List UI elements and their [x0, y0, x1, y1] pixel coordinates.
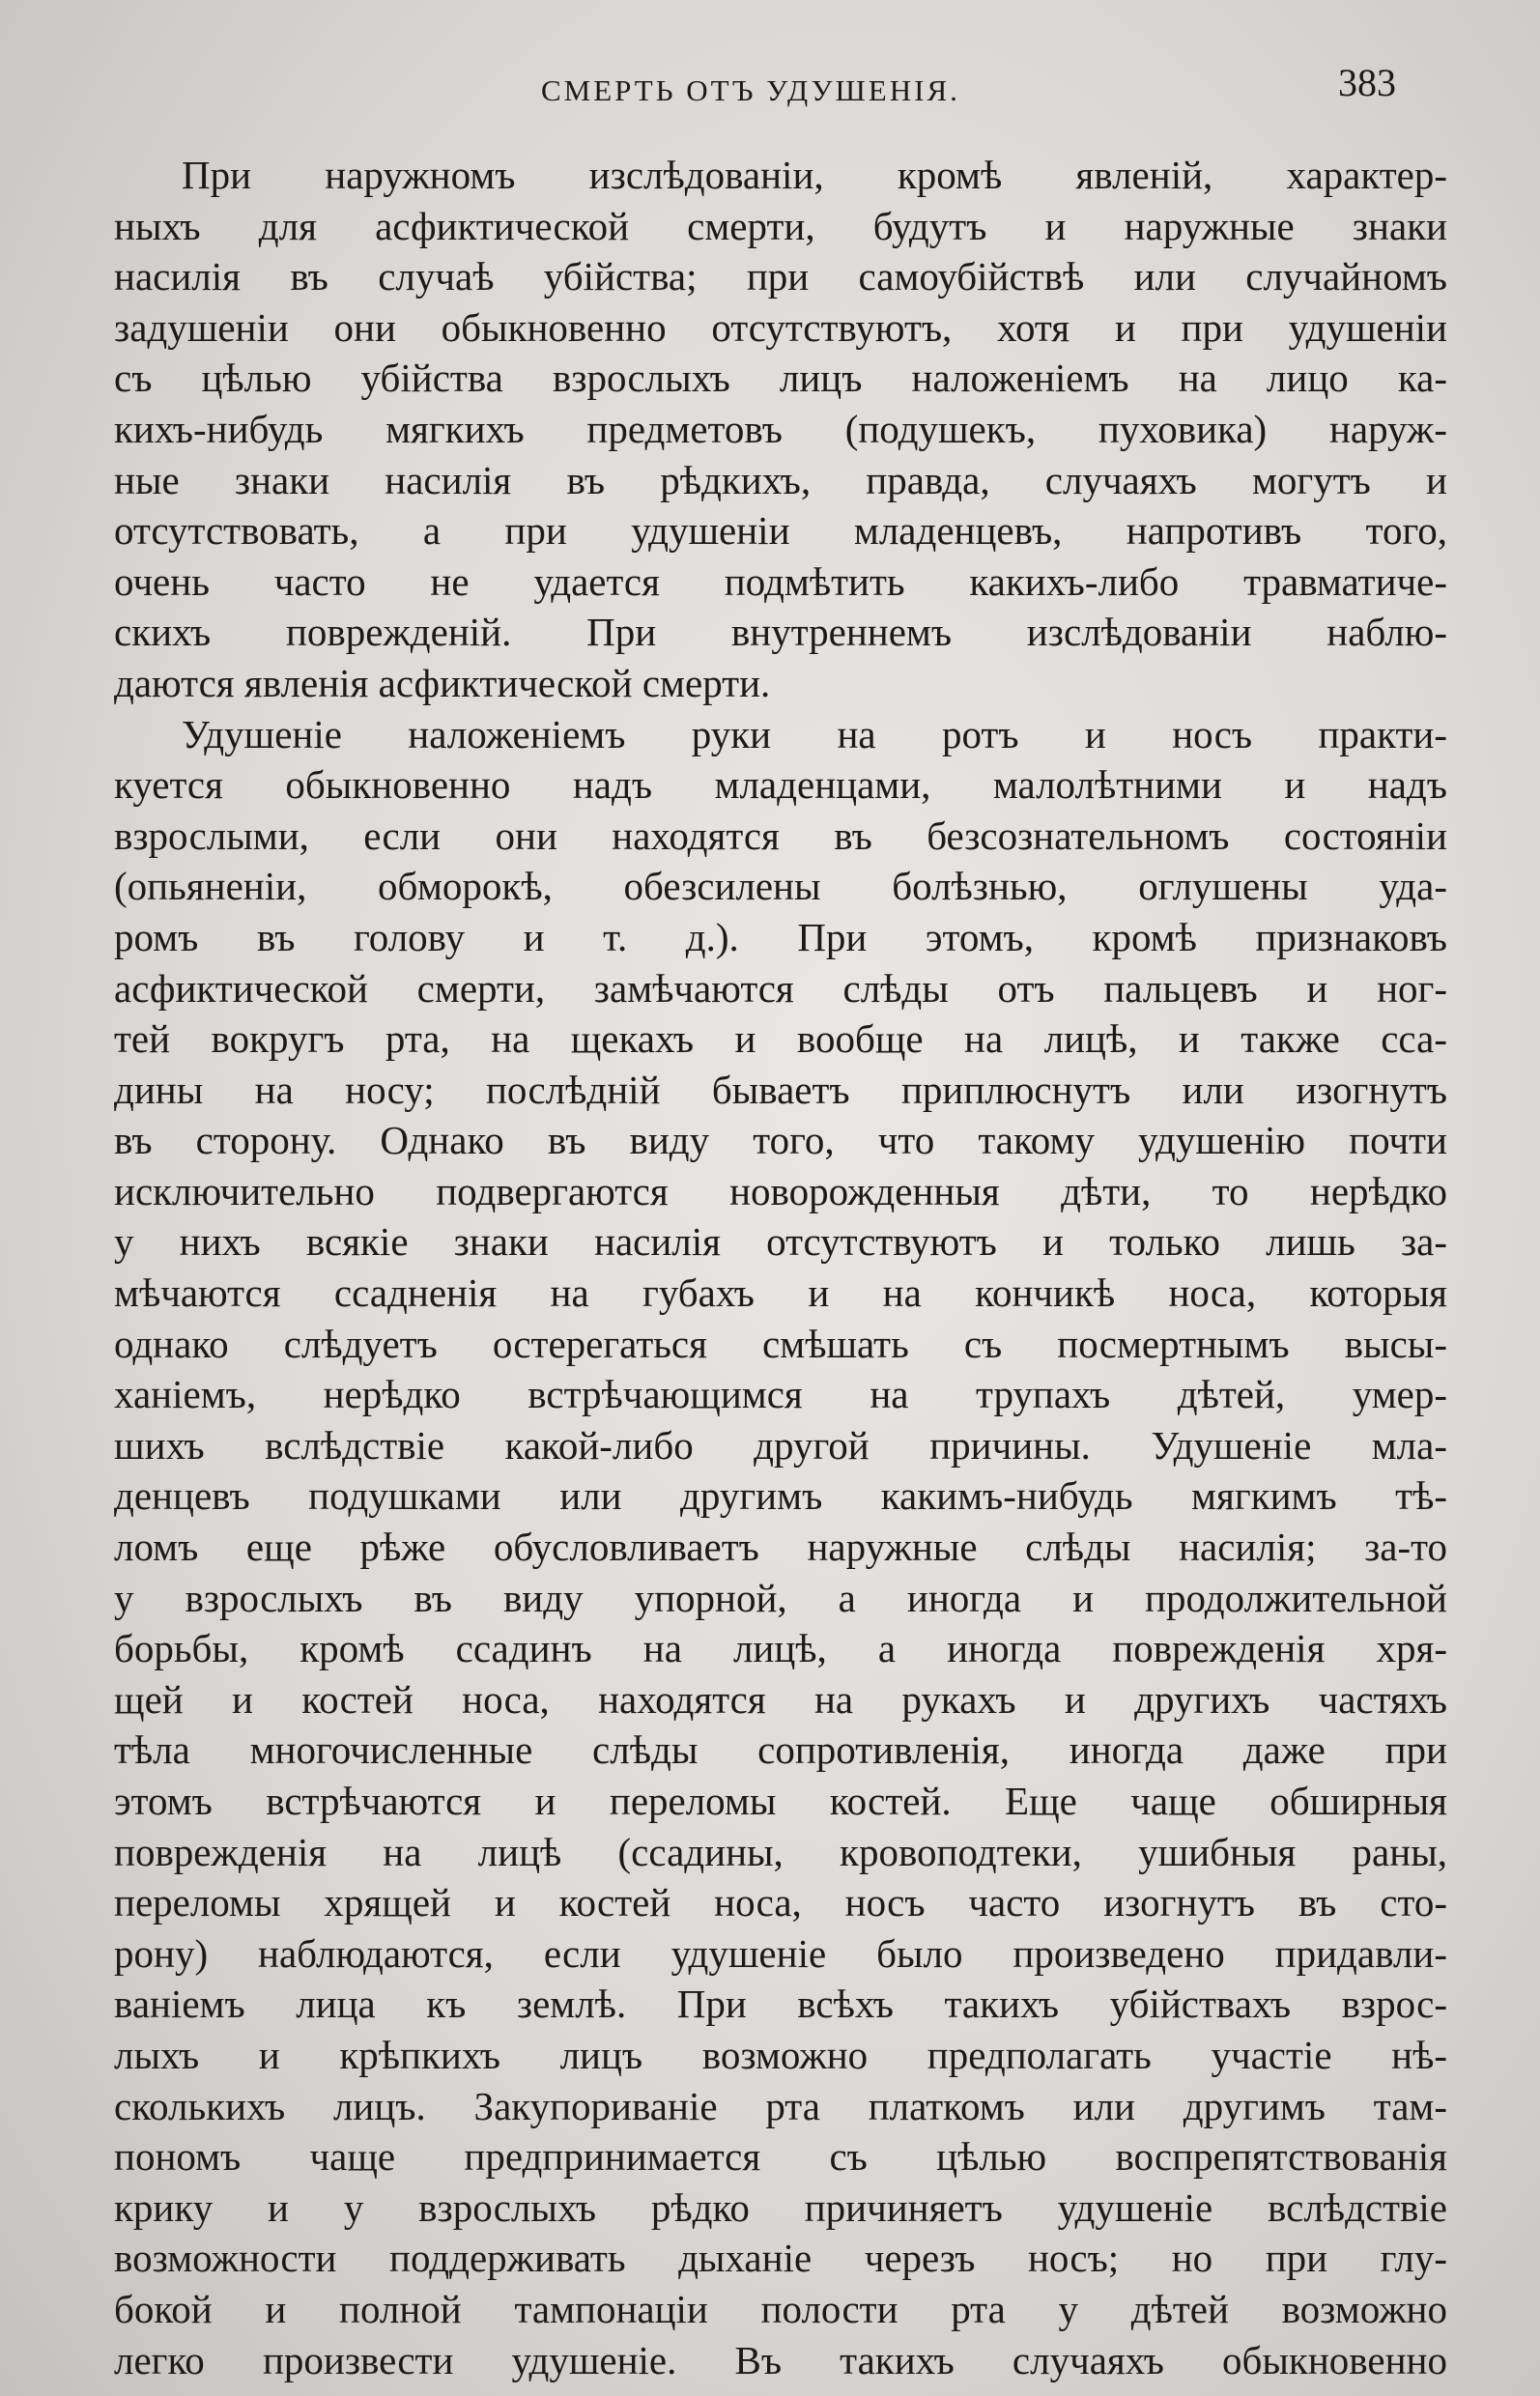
text-line: этомъ встрѣчаются и переломы костей. Еще чаще обширныя: [114, 1779, 1447, 1823]
text-line: возможности поддерживать дыханіе черезъ носъ; но при глу-: [114, 2236, 1447, 2281]
text-line: ханіемъ, нерѣдко встрѣчающимся на трупахъ дѣтей, умер-: [114, 1372, 1447, 1417]
text-line: насилія въ случаѣ убійства; при самоубійствѣ или случайномъ: [114, 254, 1447, 300]
text-line: куется обыкновенно надъ младенцами, малолѣтними и надъ: [114, 762, 1447, 808]
text-line: скихъ поврежденій. При внутреннемъ изслѣдованіи наблю-: [114, 610, 1447, 655]
text-line: задушеніи они обыкновенно отсутствуютъ, хотя и при удушеніи: [114, 304, 1447, 350]
page-header: [0, 60, 1540, 118]
text-line: рону) наблюдаются, если удушеніе было произведено придавли-: [114, 1930, 1447, 1976]
text-line: (опьяненіи, обморокѣ, обезсилены болѣзнью, оглушены уда-: [114, 864, 1447, 909]
text-line: крику и у взрослыхъ рѣдко причиняетъ удушеніе вслѣдствіе: [114, 2184, 1447, 2230]
body-text: [114, 150, 1447, 2385]
text-line: взрослыми, если они находятся въ безсознательномъ состояніи: [114, 813, 1447, 858]
text-line: сколькихъ лицъ. Закупориваніе рта платкомъ или другимъ там-: [114, 2083, 1447, 2128]
text-line: ныхъ для асфиктической смерти, будутъ и наружные знаки: [114, 203, 1447, 248]
text-line: бокой и полной тампонаціи полости рта у дѣтей возможно: [114, 2286, 1447, 2331]
text-line: ломъ еще рѣже обусловливаетъ наружные слѣды насилія; за-то: [114, 1525, 1447, 1570]
text-line: легко произвести удушеніе. Въ такихъ случаяхъ обыкновенно: [114, 2337, 1447, 2382]
text-line: лыхъ и крѣпкихъ лицъ возможно предполагать участіе нѣ-: [114, 2032, 1447, 2077]
text-line: поврежденія на лицѣ (ссадины, кровоподтеки, ушибныя раны,: [114, 1829, 1447, 1874]
text-line: переломы хрящей и костей носа, носъ часто изогнутъ въ сто-: [114, 1880, 1447, 1925]
text-line: у взрослыхъ въ виду упорной, а иногда и продолжительной: [114, 1575, 1447, 1620]
text-line: ные знаки насилія въ рѣдкихъ, правда, случаяхъ могутъ и: [114, 457, 1447, 502]
text-line: ромъ въ голову и т. д.). При этомъ, кромѣ признаковъ: [114, 914, 1447, 959]
page-number: 383: [1338, 61, 1396, 104]
text-line: тѣла многочисленные слѣды сопротивленія, иногда даже при: [114, 1727, 1447, 1773]
text-line: тей вокругъ рта, на щекахъ и вообще на лицѣ, и также сса-: [114, 1016, 1447, 1062]
text-line: дины на носу; послѣдній бываетъ приплюснутъ или изогнутъ: [114, 1067, 1447, 1112]
text-line: борьбы, кромѣ ссадинъ на лицѣ, а иногда поврежденія хря-: [114, 1626, 1447, 1671]
text-line: даются явленія асфиктической смерти.: [114, 660, 771, 705]
text-line: мѣчаются ссадненія на губахъ и на кончикѣ носа, которыя: [114, 1270, 1447, 1316]
text-line: При наружномъ изслѣдованіи, кромѣ явленій, характер-: [182, 153, 1447, 197]
running-title: СМЕРТЬ ОТЪ УДУШЕНІЯ.: [541, 73, 960, 107]
text-line: съ цѣлью убійства взрослыхъ лицъ наложеніемъ на лицо ка-: [114, 356, 1447, 401]
text-line: денцевъ подушками или другимъ какимъ-нибудь мягкимъ тѣ-: [114, 1473, 1447, 1519]
text-line: очень часто не удается подмѣтить какихъ-либо травматиче-: [114, 558, 1447, 604]
text-line: Удушеніе наложеніемъ руки на ротъ и носъ практи-: [182, 711, 1447, 756]
text-line: пономъ чаще предпринимается съ цѣлью воспрепятствованія: [114, 2134, 1447, 2180]
text-line: въ сторону. Однако въ виду того, что такому удушенію почти: [114, 1118, 1447, 1163]
text-line: ваніемъ лица къ землѣ. При всѣхъ такихъ убійствахъ взрос-: [114, 1982, 1447, 2027]
text-line: асфиктической смерти, замѣчаются слѣды отъ пальцевъ и ног-: [114, 965, 1447, 1011]
text-line: кихъ-нибудь мягкихъ предметовъ (подушекъ, пуховика) наруж-: [114, 406, 1447, 451]
text-line: исключительно подвергаются новорожденныя дѣти, то нерѣдко: [114, 1168, 1447, 1213]
text-line: щей и костей носа, находятся на рукахъ и другихъ частяхъ: [114, 1676, 1447, 1722]
text-line: отсутствовать, а при удушеніи младенцевъ, напротивъ того,: [114, 508, 1447, 554]
text-line: шихъ вслѣдствіе какой-либо другой причины. Удушеніе мла-: [114, 1422, 1447, 1468]
text-line: у нихъ всякіе знаки насилія отсутствуютъ и только лишь за-: [114, 1219, 1447, 1265]
text-line: однако слѣдуетъ остерегаться смѣшать съ посмертнымъ высы-: [114, 1321, 1447, 1366]
